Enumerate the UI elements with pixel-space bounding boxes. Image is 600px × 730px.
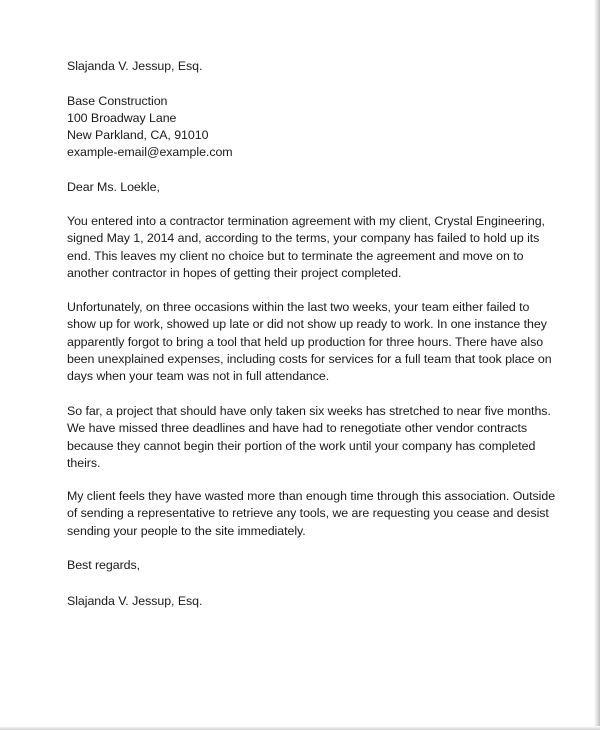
paragraph-line: days when your team was not in full attendance. — [67, 369, 330, 384]
recipient-city-state-zip: New Parkland, CA, 91010 — [67, 128, 209, 142]
paragraph-line: My client feels they have wasted more than enough time through this association. Outside — [67, 489, 556, 503]
closing: Best regards, — [67, 558, 141, 572]
signature: Slajanda V. Jessup, Esq. — [67, 594, 203, 608]
body-paragraph-2 — [67, 299, 552, 385]
recipient-street: 100 Broadway Lane — [67, 111, 177, 125]
sender-header: Slajanda V. Jessup, Esq. — [67, 59, 203, 73]
paragraph-line: end. This leaves my client no choice but to terminate the agreement and move on to — [67, 248, 524, 263]
paragraph-line: So far, a project that should have only taken six weeks has stretched to near five months. — [67, 404, 551, 418]
recipient-company: Base Construction — [67, 94, 168, 108]
paragraph-line: apparently forgot to bring a tool that held up production for three hours. There have also — [67, 334, 544, 349]
paragraph-line: because they cannot begin their portion of the work until your company has completed — [67, 438, 536, 453]
recipient-email: example-email@example.com — [67, 145, 233, 159]
body-paragraph-1 — [67, 213, 545, 282]
paragraph-line: another contractor in hopes of getting their project completed. — [67, 265, 402, 280]
page-edge-shadow-right — [594, 0, 600, 730]
body-paragraph-4 — [67, 488, 556, 540]
paragraph-line: sending your people to the site immediately. — [67, 523, 306, 538]
salutation: Dear Ms. Loekle, — [67, 180, 160, 194]
body-paragraph-3 — [67, 403, 551, 472]
paragraph-line: We have missed three deadlines and have had to renegotiate other vendor contracts — [67, 421, 527, 436]
paragraph-line: been unexplained expenses, including costs for services for a full team that took place on — [67, 351, 552, 366]
page-edge-shadow-bottom — [0, 726, 600, 730]
paragraph-line: signed May 1, 2014 and, according to the terms, your company has failed to hold up its — [67, 231, 540, 246]
paragraph-line: show up for work, showed up late or did not show up ready to work. In one instance they — [67, 317, 547, 332]
paragraph-line: Unfortunately, on three occasions within the last two weeks, your team either failed to — [67, 300, 530, 314]
paragraph-line: of sending a representative to retrieve any tools, we are requesting you cease and desist — [67, 506, 549, 521]
paragraph-line: theirs. — [67, 455, 101, 470]
paragraph-line: You entered into a contractor termination agreement with my client, Crystal Engineering, — [67, 214, 545, 228]
